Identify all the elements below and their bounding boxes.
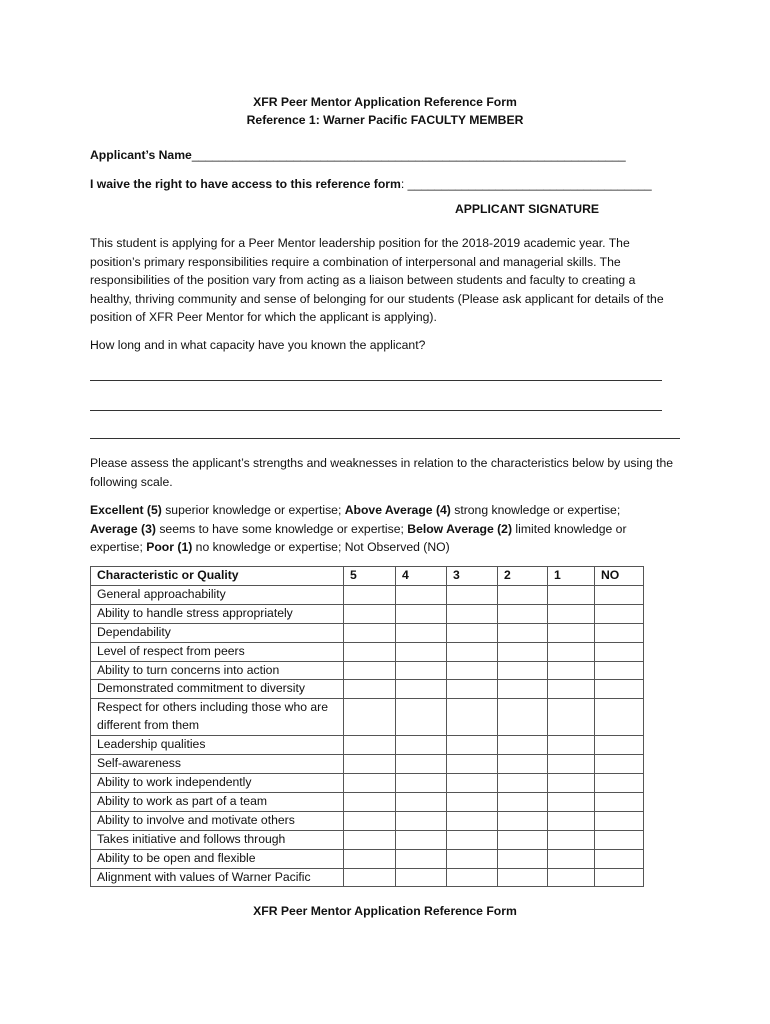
scale-above-desc: strong knowledge or expertise; [450, 503, 621, 517]
intro-paragraph: This student is applying for a Peer Mentor leadership position for the 2018-2019 academic year. The position’s primary responsibilities require a combination of interpersonal and managerial skills. The responsibilities of the position vary from acting as a liaison between students and faculty to creating a healthy, thriving community and sense of belonging for our students (Please ask applicant for details of the position of XFR Peer Mentor for which the applicant is applying). [90, 236, 664, 325]
rating-cell-no[interactable] [595, 849, 644, 868]
table-row [91, 642, 644, 661]
rating-cell-4[interactable] [396, 792, 447, 811]
rating-cell-4[interactable] [396, 755, 447, 774]
characteristic-cell: Ability to handle stress appropriately [91, 604, 344, 623]
applicant-name-row [90, 148, 626, 162]
rating-cell-3[interactable] [447, 755, 498, 774]
rating-cell-5[interactable] [344, 755, 396, 774]
rating-cell-5[interactable] [344, 585, 396, 604]
rating-cell-3[interactable] [447, 642, 498, 661]
table-row [91, 868, 644, 887]
characteristic-cell: Self-awareness [91, 755, 344, 774]
rating-cell-5[interactable] [344, 811, 396, 830]
header-3: 3 [447, 567, 498, 586]
rating-cell-1[interactable] [548, 849, 595, 868]
rating-cell-1[interactable] [548, 811, 595, 830]
characteristic-cell: Ability to be open and flexible [91, 849, 344, 868]
rating-cell-5[interactable] [344, 623, 396, 642]
rating-cell-no[interactable] [595, 642, 644, 661]
rating-cell-2[interactable] [498, 699, 548, 736]
rating-cell-no[interactable] [595, 585, 644, 604]
table-row [91, 830, 644, 849]
characteristic-cell: Ability to turn concerns into action [91, 661, 344, 680]
rating-cell-2[interactable] [498, 661, 548, 680]
rating-cell-3[interactable] [447, 736, 498, 755]
rating-cell-1[interactable] [548, 868, 595, 887]
table-header-row [91, 567, 644, 586]
rating-cell-1[interactable] [548, 680, 595, 699]
answer-line-1[interactable] [90, 380, 662, 381]
rating-cell-3[interactable] [447, 699, 498, 736]
rating-cell-no[interactable] [595, 773, 644, 792]
rating-cell-5[interactable] [344, 868, 396, 887]
rating-cell-5[interactable] [344, 699, 396, 736]
rating-cell-5[interactable] [344, 830, 396, 849]
rating-cell-5[interactable] [344, 736, 396, 755]
rating-cell-2[interactable] [498, 755, 548, 774]
characteristic-cell: Dependability [91, 623, 344, 642]
rating-cell-3[interactable] [447, 623, 498, 642]
header-1: 1 [548, 567, 595, 586]
header-4: 4 [396, 567, 447, 586]
rating-cell-2[interactable] [498, 642, 548, 661]
table-row [91, 699, 644, 736]
rating-cell-2[interactable] [498, 849, 548, 868]
scale-average-desc: seems to have some knowledge or expertise; [155, 521, 408, 536]
rating-cell-4[interactable] [396, 849, 447, 868]
rating-cell-4[interactable] [396, 830, 447, 849]
characteristic-cell: Demonstrated commitment to diversity [91, 680, 344, 699]
rating-table [90, 566, 644, 887]
rating-cell-2[interactable] [498, 830, 548, 849]
rating-cell-1[interactable] [548, 792, 595, 811]
waive-row [90, 177, 652, 191]
header-2: 2 [498, 567, 548, 586]
rating-cell-4[interactable] [396, 680, 447, 699]
table-row [91, 773, 644, 792]
rating-cell-no[interactable] [595, 699, 644, 736]
rating-cell-1[interactable] [548, 642, 595, 661]
rating-scale [90, 501, 660, 557]
rating-cell-5[interactable] [344, 773, 396, 792]
rating-cell-no[interactable] [595, 736, 644, 755]
rating-cell-4[interactable] [396, 642, 447, 661]
scale-below: Below Average (2) [407, 521, 513, 536]
answer-line-2[interactable] [90, 410, 662, 411]
table-row [91, 811, 644, 830]
rating-cell-5[interactable] [344, 680, 396, 699]
characteristic-cell: Respect for others including those who are different from them [91, 699, 344, 736]
scale-below-desc: limited knowledge or expertise; [90, 521, 627, 555]
rating-cell-4[interactable] [396, 604, 447, 623]
rating-cell-5[interactable] [344, 642, 396, 661]
rating-cell-2[interactable] [498, 736, 548, 755]
rating-cell-3[interactable] [447, 680, 498, 699]
rating-cell-3[interactable] [447, 830, 498, 849]
rating-cell-1[interactable] [548, 736, 595, 755]
characteristic-cell: Ability to work independently [91, 773, 344, 792]
rating-cell-1[interactable] [548, 623, 595, 642]
scale-above: Above Average (4) [344, 503, 451, 517]
rating-cell-3[interactable] [447, 661, 498, 680]
rating-cell-3[interactable] [447, 773, 498, 792]
signature-caption: APPLICANT SIGNATURE [455, 202, 599, 216]
rating-cell-no[interactable] [595, 868, 644, 887]
rating-cell-no[interactable] [595, 604, 644, 623]
characteristic-cell: Level of respect from peers [91, 642, 344, 661]
rating-cell-2[interactable] [498, 604, 548, 623]
rating-cell-1[interactable] [548, 830, 595, 849]
rating-cell-no[interactable] [595, 680, 644, 699]
table-row [91, 849, 644, 868]
rating-cell-1[interactable] [548, 661, 595, 680]
table-row [91, 585, 644, 604]
rating-cell-2[interactable] [498, 623, 548, 642]
rating-cell-4[interactable] [396, 773, 447, 792]
scale-excellent: Excellent (5) [90, 503, 162, 517]
table-row [91, 755, 644, 774]
rating-cell-4[interactable] [396, 736, 447, 755]
rating-cell-no[interactable] [595, 830, 644, 849]
table-row [91, 736, 644, 755]
rating-cell-no[interactable] [595, 623, 644, 642]
rating-cell-3[interactable] [447, 811, 498, 830]
rating-cell-3[interactable] [447, 604, 498, 623]
footer-title: XFR Peer Mentor Application Reference Form [253, 904, 517, 918]
scale-poor: Poor (1) [146, 540, 193, 555]
rating-cell-5[interactable] [344, 792, 396, 811]
rating-cell-1[interactable] [548, 604, 595, 623]
characteristic-cell: Ability to work as part of a team [91, 792, 344, 811]
characteristic-cell: Alignment with values of Warner Pacific [91, 868, 344, 887]
rating-cell-4[interactable] [396, 699, 447, 736]
rating-cell-no[interactable] [595, 755, 644, 774]
rating-cell-4[interactable] [396, 585, 447, 604]
form-subtitle: Reference 1: Warner Pacific FACULTY MEMBER [246, 113, 524, 127]
rating-cell-3[interactable] [447, 585, 498, 604]
known-question: How long and in what capacity have you known the applicant? [90, 338, 426, 352]
rating-cell-no[interactable] [595, 792, 644, 811]
characteristic-cell: General approachability [91, 585, 344, 604]
rating-cell-2[interactable] [498, 585, 548, 604]
table-row [91, 623, 644, 642]
rating-cell-2[interactable] [498, 680, 548, 699]
section-divider [90, 438, 680, 439]
applicant-name-label: Applicant’s Name [90, 148, 192, 162]
characteristic-cell: Leadership qualities [91, 736, 344, 755]
rating-cell-5[interactable] [344, 604, 396, 623]
table-row [91, 792, 644, 811]
characteristic-cell: Takes initiative and follows through [91, 830, 344, 849]
rating-cell-no[interactable] [595, 811, 644, 830]
rating-cell-4[interactable] [396, 811, 447, 830]
rating-cell-5[interactable] [344, 661, 396, 680]
rating-cell-1[interactable] [548, 699, 595, 736]
header-no: NO [595, 567, 644, 586]
rating-cell-2[interactable] [498, 792, 548, 811]
rating-cell-1[interactable] [548, 773, 595, 792]
applicant-name-field[interactable]: ________________________________________________________________ [191, 148, 626, 162]
table-row [91, 680, 644, 699]
rating-cell-4[interactable] [396, 661, 447, 680]
rating-cell-1[interactable] [548, 585, 595, 604]
rating-cell-5[interactable] [344, 849, 396, 868]
waive-label: I waive the right to have access to this reference form [90, 177, 401, 191]
rating-cell-1[interactable] [548, 755, 595, 774]
rating-cell-3[interactable] [447, 792, 498, 811]
form-title: XFR Peer Mentor Application Reference Form [253, 95, 517, 109]
scale-poor-desc: no knowledge or expertise; Not Observed (NO) [192, 540, 450, 555]
header-characteristic: Characteristic or Quality [91, 567, 344, 586]
table-row [91, 661, 644, 680]
rating-cell-3[interactable] [447, 868, 498, 887]
scale-average: Average (3) [90, 521, 156, 536]
header-5: 5 [344, 567, 396, 586]
table-row [91, 604, 644, 623]
rating-cell-2[interactable] [498, 811, 548, 830]
assess-paragraph: Please assess the applicant’s strengths and weaknesses in relation to the characteristics below by using the following scale. [90, 456, 674, 489]
rating-cell-3[interactable] [447, 849, 498, 868]
rating-cell-4[interactable] [396, 868, 447, 887]
characteristic-cell: Ability to involve and motivate others [91, 811, 344, 830]
rating-cell-no[interactable] [595, 661, 644, 680]
rating-cell-2[interactable] [498, 773, 548, 792]
scale-excellent-desc: superior knowledge or expertise; [161, 503, 345, 517]
rating-cell-2[interactable] [498, 868, 548, 887]
rating-cell-4[interactable] [396, 623, 447, 642]
signature-field[interactable]: : ____________________________________ [400, 177, 652, 191]
